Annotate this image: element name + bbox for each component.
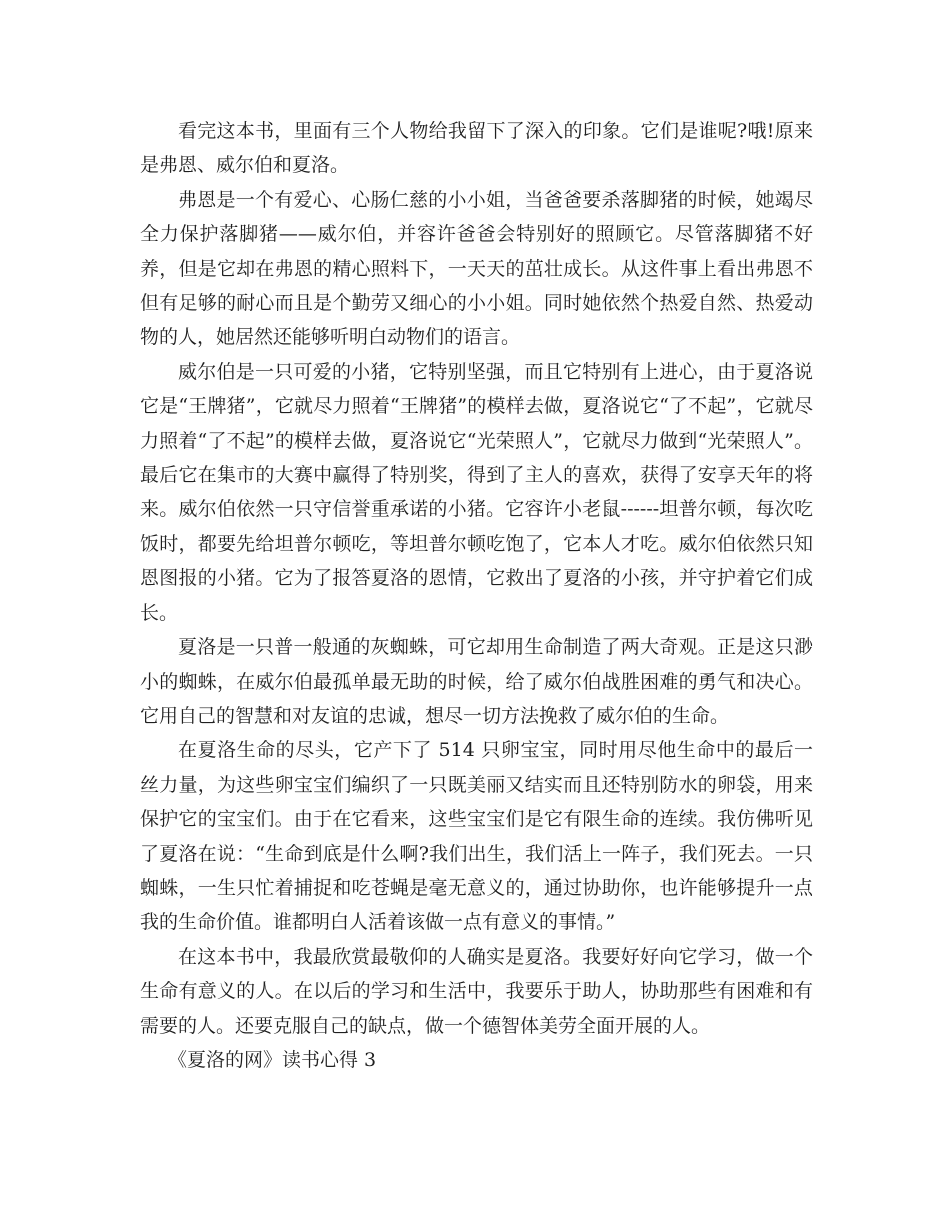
paragraph-impression: 看完这本书，里面有三个人物给我留下了深入的印象。它们是谁呢?哦!原来是弗恩、威尔伯和夏洛。 [140, 120, 813, 177]
paragraph-charlotte-end: 在夏洛生命的尽头，它产下了 514 只卵宝宝，同时用尽他生命中的最后一丝力量，为这些卵宝宝们编织了一只既美丽又结实而且还特别防水的卵袋，用来保护它的宝宝们。由于在它看来，这些宝宝们是它有限生命的连续。我仿佛听见了夏洛在说：“生命到底是什么啊?我们出生，我们活上一阵子，我们死去。一只蜘蛛，一生只忙着捕捉和吃苍蝇是毫无意义的，通过协助你，也许能够提升一点我的生命价值。谁都明白人活着该做一点有意义的事情。” [140, 739, 813, 934]
section-heading: 《夏洛的网》读书心得 3 [168, 1048, 377, 1071]
paragraph-fern: 弗恩是一个有爱心、心肠仁慈的小小姐，当爸爸要杀落脚猪的时候，她竭尽全力保护落脚猪——威尔伯，并容许爸爸会特别好的照顾它。尽管落脚猪不好养，但是它却在弗恩的精心照料下，一天天的茁壮成长。从这件事上看出弗恩不但有足够的耐心而且是个勤劳又细心的小小姐。同时她依然个热爱自然、热爱动物的人，她居然还能够听明白动物们的语言。 [140, 188, 813, 349]
document-body [140, 114, 813, 1077]
paragraph-charlotte: 夏洛是一只普一般通的灰蜘蛛，可它却用生命制造了两大奇观。正是这只渺小的蜘蛛，在威尔伯最孤单最无助的时候，给了威尔伯战胜困难的勇气和决心。它用自己的智慧和对友谊的忠诚，想尽一切方法挽救了威尔伯的生命。 [140, 636, 813, 727]
paragraph-conclusion: 在这本书中，我最欣赏最敬仰的人确实是夏洛。我要好好向它学习，做一个生命有意义的人。在以后的学习和生活中，我要乐于助人，协助那些有困难和有需要的人。还要克服自己的缺点，做一个德智体美劳全面开展的人。 [140, 945, 813, 1037]
paragraph-wilbur: 威尔伯是一只可爱的小猪，它特别坚强，而且它特别有上进心，由于夏洛说它是“王牌猪”，它就尽力照着“王牌猪”的模样去做，夏洛说它“了不起”，它就尽力照着“了不起”的模样去做，夏洛说它“光荣照人”，它就尽力做到“光荣照人”。最后它在集市的大赛中赢得了特别奖，得到了主人的喜欢，获得了安享天年的将来。威尔伯依然一只守信誉重承诺的小猪。它容许小老鼠------坦普尔顿，每次吃饭时，都要先给坦普尔顿吃，等坦普尔顿吃饱了，它本人才吃。威尔伯依然只知恩图报的小猪。它为了报答夏洛的恩情，它救出了夏洛的小孩，并守护着它们成长。 [140, 360, 813, 624]
